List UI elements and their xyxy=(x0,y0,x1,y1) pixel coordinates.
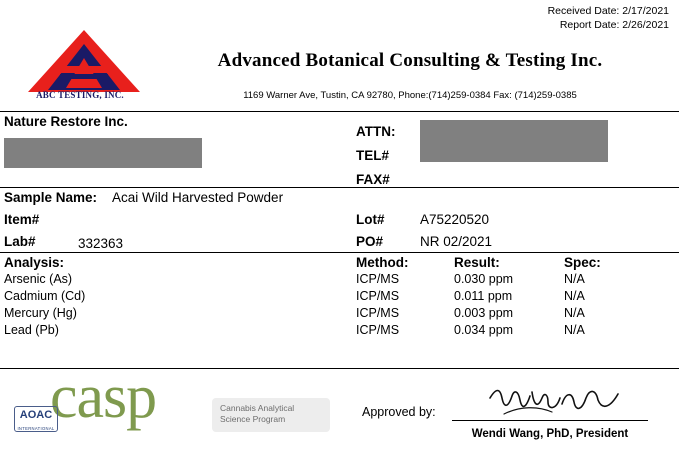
cell-result: 0.030 ppm xyxy=(454,272,514,286)
divider-top xyxy=(0,111,679,112)
lab-label: Lab# xyxy=(4,234,36,249)
cell-method: ICP/MS xyxy=(356,323,400,337)
po-value: NR 02/2021 xyxy=(420,234,493,249)
lot-value: A75220520 xyxy=(420,212,490,227)
signature-line xyxy=(452,420,648,421)
lab-value: 332363 xyxy=(78,236,124,251)
divider-sample xyxy=(0,252,679,253)
cell-spec: N/A xyxy=(564,272,585,286)
cell-analysis: Arsenic (As) xyxy=(4,272,73,286)
table-row xyxy=(0,288,679,305)
received-date-value: 2/17/2021 xyxy=(622,5,669,17)
received-date-label: Received Date: xyxy=(547,5,620,17)
document-footer xyxy=(0,363,679,468)
casp-wordmark: casp xyxy=(50,363,157,431)
client-address-redaction xyxy=(4,138,202,168)
aoac-badge-icon xyxy=(14,406,58,432)
sample-name-value: Acai Wild Harvested Powder xyxy=(112,190,284,205)
aoac-sublabel: INTERNATIONAL xyxy=(17,426,55,431)
attn-label: ATTN: xyxy=(356,124,396,139)
item-label: Item# xyxy=(4,212,40,227)
cell-result: 0.011 ppm xyxy=(454,289,513,303)
cell-result: 0.003 ppm xyxy=(454,306,514,320)
table-row xyxy=(0,271,679,288)
approved-by-label: Approved by: xyxy=(362,405,436,419)
document-header xyxy=(0,28,679,106)
received-date-line xyxy=(548,4,669,18)
cell-method: ICP/MS xyxy=(356,306,400,320)
cell-spec: N/A xyxy=(564,323,585,337)
table-row xyxy=(0,305,679,322)
cell-spec: N/A xyxy=(564,306,585,320)
fax-label: FAX# xyxy=(356,172,390,187)
header-result: Result: xyxy=(454,255,500,270)
logo-caption: ABC TESTING, INC. xyxy=(36,90,124,100)
president-name: Wendi Wang, PhD, President xyxy=(471,428,629,440)
cell-method: ICP/MS xyxy=(356,272,400,286)
client-name: Nature Restore Inc. xyxy=(4,114,128,129)
cell-analysis: Cadmium (Cd) xyxy=(4,289,86,303)
header-analysis: Analysis: xyxy=(4,255,65,270)
lot-label: Lot# xyxy=(356,212,385,227)
report-date-label: Report Date: xyxy=(559,19,620,31)
report-date-value: 2/26/2021 xyxy=(622,19,669,31)
program-line-1: Cannabis Analytical xyxy=(220,403,295,413)
table-row xyxy=(0,322,679,339)
cell-analysis: Lead (Pb) xyxy=(4,323,59,337)
cell-analysis: Mercury (Hg) xyxy=(4,306,77,320)
cell-method: ICP/MS xyxy=(356,289,400,303)
cell-result: 0.034 ppm xyxy=(454,323,514,337)
cell-spec: N/A xyxy=(564,289,585,303)
aoac-label: AOAC xyxy=(19,409,53,421)
header-method: Method: xyxy=(356,255,409,270)
sample-name-label: Sample Name: xyxy=(4,190,98,205)
divider-client xyxy=(0,187,679,188)
analysis-table xyxy=(0,254,679,339)
casp-logo xyxy=(8,363,348,442)
signature-image xyxy=(486,384,626,422)
company-address: 1169 Warner Ave, Tustin, CA 92780, Phone:(714)259-0384 Fax: (714)259-0385 xyxy=(243,90,577,101)
program-name xyxy=(220,403,330,425)
header-spec: Spec: xyxy=(564,255,601,270)
company-name: Advanced Botanical Consulting & Testing Inc. xyxy=(217,50,603,71)
attn-tel-redaction xyxy=(420,120,608,162)
tel-label: TEL# xyxy=(356,148,390,163)
po-label: PO# xyxy=(356,234,384,249)
program-line-2: Science Program xyxy=(220,414,286,424)
table-header-row xyxy=(0,254,679,271)
